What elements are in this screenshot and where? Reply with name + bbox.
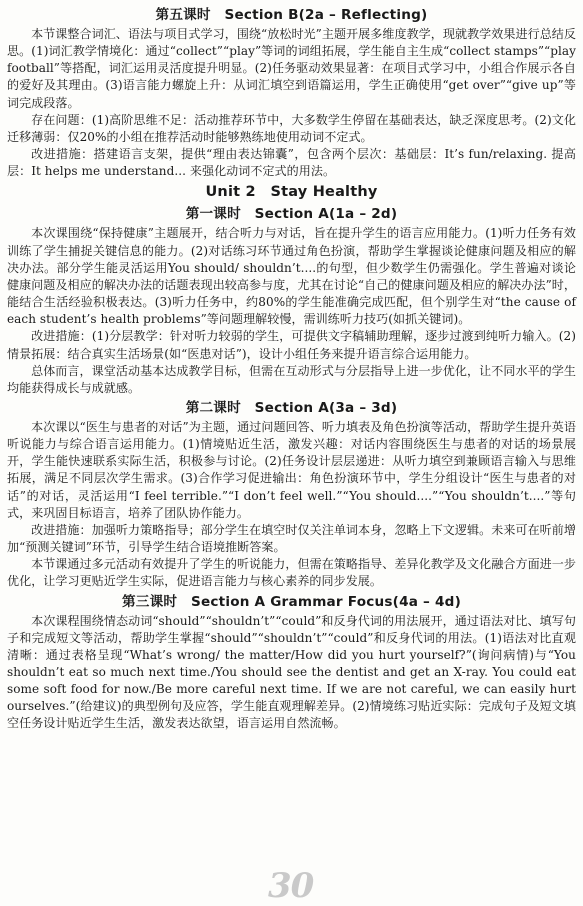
section-heading: 第二课时 Section A(3a – 3d)	[185, 399, 398, 416]
body-paragraph: 本节课通过多元活动有效提升了学生的听说能力，但需在策略指导、差异化教学及文化融合方面进一步优化，让学习更贴近学生实际，促进语言能力与核心素养的同步发展。	[7, 557, 576, 589]
section-heading: 第一课时 Section A(1a – 2d)	[185, 206, 398, 223]
body-paragraph: 改进措施：加强听力策略指导；部分学生在填空时仅关注单词本身，忽略上下文逻辑。未来可在听前增加“预测关键词”环节，引导学生结合语境推断答案。	[7, 522, 576, 555]
body-paragraph: 改进措施：搭建语言支架，提供“理由表达锦囊”，包含两个层次：基础层：It’s fun/relaxing. 提高层：It helps me understand... 来强化动词不定式的用法。	[7, 147, 576, 179]
body-paragraph: 本节课整合词汇、语法与项目式学习，围绕“放松时光”主题开展多维度教学，现就教学效果进行总结反思。(1)词汇教学情境化：通过“collect”“play”等词的词组拓展，学生能自主生成“collect stamps”“play football”等搭配，词汇运用灵活度提升明显。(2)任务驱动效果显著：在项目式学习中，小组合作展示各自的爱好及其理由。(3)语言能力螺旋上升：从词汇填空到语篇运用，学生正确使用“get over”“give up”等词完成段落。	[7, 27, 576, 110]
body-paragraph: 本次课以“医生与患者的对话”为主题，通过问题回答、听力填表及角色扮演等活动，帮助学生提升英语听说能力与综合语言运用能力。(1)情境贴近生活，激发兴趣：对话内容围绕医生与患者的对话的场景展开，学生能快速联系实际生活，积极参与讨论。(2)任务设计层层递进：从听力填空到兼顾语言输入与思维拓展，满足不同层次学生需求。(3)合作学习促进输出：角色扮演环节中，学生分组设计“医生与患者的对话”的对话，灵活运用“I feel terrible.”“I don’t feel well.”“You should....”“You shouldn’t....”等句式，来巩固目标语言，培养了团队协作能力。	[7, 419, 576, 520]
section-lesson-3	[7, 592, 576, 733]
body-paragraph: 存在问题：(1)高阶思维不足：活动推荐环节中，大多数学生停留在基础表达，缺乏深度思考。(2)文化迁移薄弱：仅20%的小组在推荐活动时能够熟练地使用动词不定式。	[7, 112, 576, 144]
body-paragraph: 改进措施：(1)分层教学：针对听力较弱的学生，可提供文字稿辅助理解，逐步过渡到纯听力输入。(2)情景拓展：结合真实生活场景(如“医患对话”)，设计小组任务来提升语言综合运用能力。	[7, 329, 576, 361]
body-paragraph: 本次课程围绕情态动词“should”“shouldn’t”“could”和反身代词的用法展开，通过语法对比、填写句子和完成短文等活动，帮助学生掌握“should”“shouldn’t”“could”和反身代词的用法。(1)语法对比直观清晰：通过表格呈现“What’s wrong/ the matter/How did you hurt yourself?”(询问病情)与“You shouldn’t eat so much next time./You should see the dentist and get an X-ray. You could eat some soft food for now./Be more careful next time. If we are not careful, we can easily hurt ourselves.”(给建议)的典型例句及应答，学生能直观理解差异。(2)情境练习贴近实际：完成句子及短文填空任务设计贴近学生生活，激发表达欲望，语言运用自然流畅。	[7, 613, 576, 731]
unit-heading: Unit 2 Stay Healthy	[205, 184, 378, 201]
body-paragraph: 总体而言，课堂活动基本达成教学目标，但需在互动形式与分层指导上进一步优化，让不同水平的学生均能获得成长与成就感。	[7, 363, 576, 395]
page-number: 30	[268, 866, 314, 906]
body-paragraph: 本次课围绕“保持健康”主题展开，结合听力与对话，旨在提升学生的语言应用能力。(1)听力任务有效训练了学生捕捉关键信息的能力。(2)对话练习环节通过角色扮演，帮助学生掌握谈论健康问题及相应的解决办法。部分学生能灵活运用You should/ shouldn’t....的句型，但少数学生仍需强化。学生普遍对谈论健康问题及相应的解决办法的话题表现出较高参与度，尤其在讨论“自己的健康问题及相应的解决办法”时，能结合生活经验积极表达。(3)听力任务中，约80%的学生能准确完成匹配，但个别学生对“the cause of each student’s health problems”等问题理解较慢，需训练听力技巧(如抓关键词)。	[7, 226, 576, 327]
section-lesson-5	[7, 5, 576, 180]
section-lesson-1	[7, 204, 576, 397]
section-lesson-2	[7, 398, 576, 591]
section-heading: 第五课时 Section B(2a – Reflecting)	[155, 7, 428, 23]
section-heading: 第三课时 Section A Grammar Focus(4a – 4d)	[122, 593, 461, 610]
document-page	[7, 4, 576, 733]
